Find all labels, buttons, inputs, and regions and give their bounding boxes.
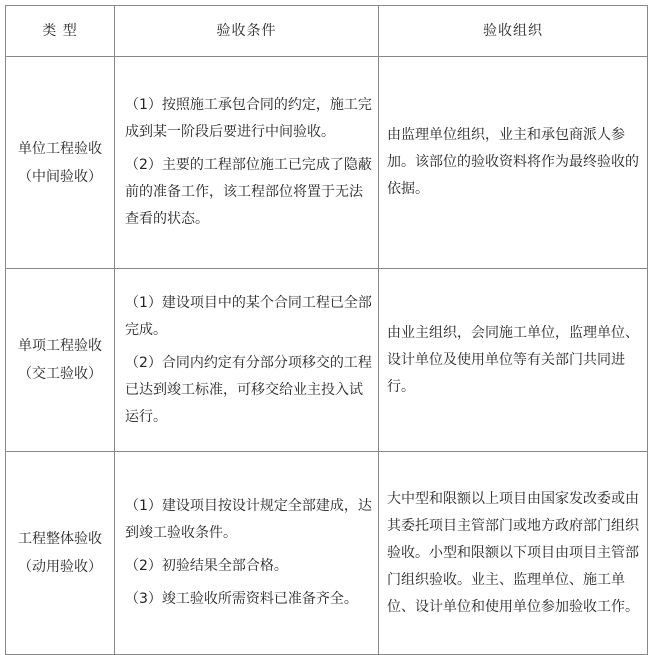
table-row	[6, 57, 648, 269]
condition-item: （1）按照施工承包合同的约定，施工完成到某一阶段后要进行中间验收。	[125, 97, 372, 140]
condition-item: （3）竣工验收所需资料已准备齐全。	[125, 591, 358, 607]
type-cell	[6, 57, 115, 269]
conditions-cell	[115, 57, 379, 269]
type-name: 工程整体验收	[18, 531, 102, 547]
type-cell	[6, 452, 115, 655]
header-conditions: 验收条件	[115, 6, 379, 57]
condition-item: （2）合同内约定有分部分项移交的工程已达到竣工标准，可移交给业主投入试运行。	[125, 354, 372, 425]
type-alias: （动用验收）	[18, 559, 102, 575]
organization-cell: 由业主组织，会同施工单位，监理单位、设计单位及使用单位等有关部门共同进行。	[379, 269, 648, 452]
type-alias: （交工验收）	[18, 366, 102, 382]
type-name: 单项工程验收	[18, 338, 102, 354]
type-alias: （中间验收）	[18, 168, 102, 185]
condition-item: （2）主要的工程部位施工已完成了隐蔽前的准备工作，该工程部位将置于无法查看的状态。	[125, 157, 372, 227]
table-header-row	[6, 6, 648, 57]
organization-cell: 由监理单位组织，业主和承包商派人参加。该部位的验收资料将作为最终验收的依据。	[379, 57, 648, 269]
table-row	[6, 452, 648, 655]
organization-cell: 大中型和限额以上项目由国家发改委或由其委托项目主管部门或地方政府部门组织验收。小型和限额以下项目由项目主管部门组织验收。业主、监理单位、施工单位、设计单位和使用单位参加验收工作。	[379, 452, 648, 655]
type-cell	[6, 269, 115, 452]
condition-item: （2）初验结果全部合格。	[125, 558, 288, 574]
table-row	[6, 269, 648, 452]
conditions-cell	[115, 269, 379, 452]
condition-item: （1）建设项目按设计规定全部建成，达到竣工验收条件。	[125, 498, 372, 541]
type-name: 单位工程验收	[18, 140, 102, 157]
conditions-cell	[115, 452, 379, 655]
condition-item: （1）建设项目中的某个合同工程已全部完成。	[125, 294, 372, 338]
header-organization: 验收组织	[379, 6, 648, 57]
acceptance-table	[5, 5, 648, 655]
header-type: 类 型	[6, 6, 115, 57]
